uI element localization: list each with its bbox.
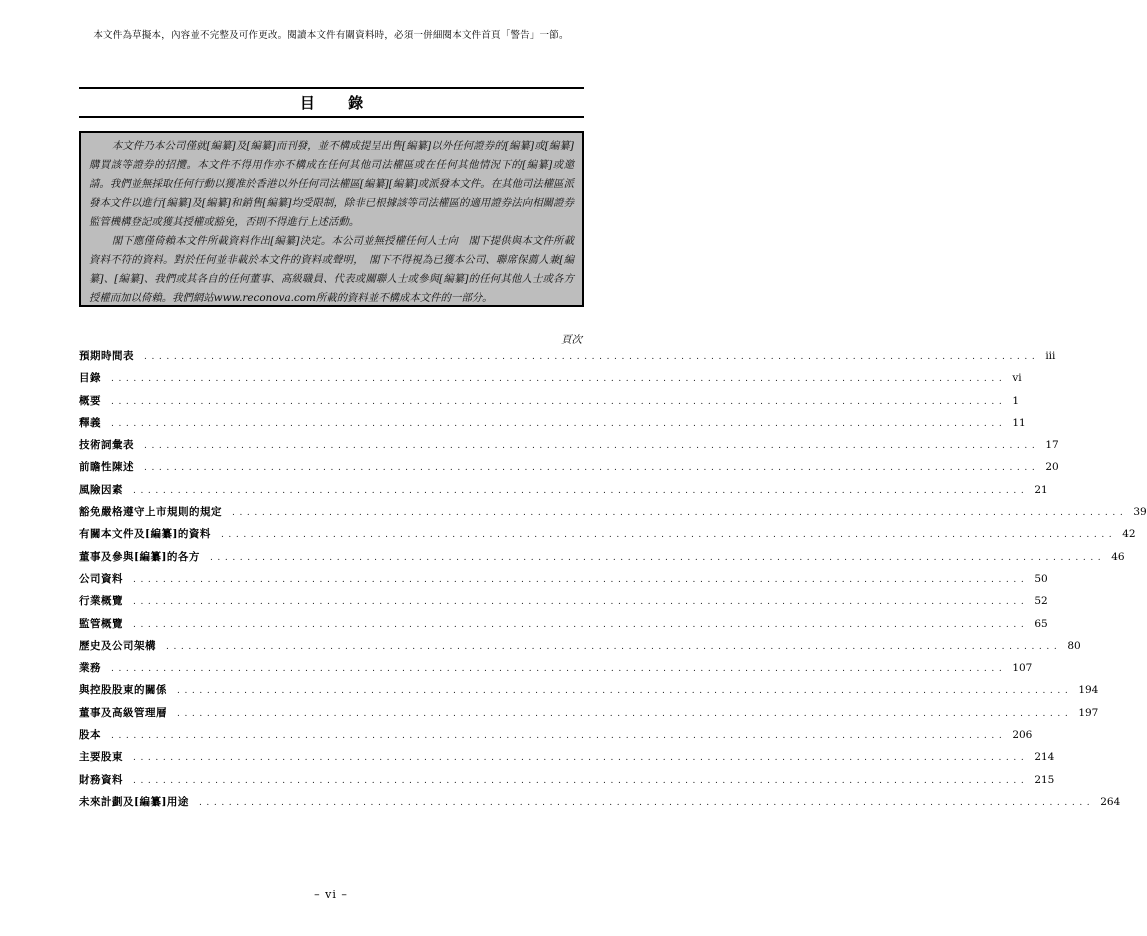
dot-leader: ........................................................................................................................	[232, 508, 1128, 519]
dot-leader: ........................................................................................................................	[166, 641, 1062, 652]
toc-label: 董事及高級管理層	[79, 706, 167, 719]
toc-label: 業務	[79, 662, 101, 675]
toc-page: 42	[1122, 528, 1136, 541]
toc-page: 52	[1034, 595, 1048, 608]
dot-leader: ........................................................................................................................	[133, 753, 1029, 764]
dot-leader: ........................................................................................................................	[177, 686, 1073, 697]
dot-leader: ........................................................................................................................	[133, 574, 1029, 585]
dot-leader: ........................................................................................................................	[133, 485, 1029, 496]
toc-row[interactable]	[79, 660, 1033, 682]
toc-label: 預期時間表	[79, 350, 134, 362]
toc-row[interactable]	[79, 393, 1019, 415]
toc-page: 1	[1012, 394, 1019, 407]
toc-label: 監管概覽	[79, 617, 123, 630]
toc-page: 107	[1012, 662, 1033, 675]
toc-page: 21	[1034, 483, 1048, 496]
table-of-contents	[79, 348, 1147, 816]
page-title: 目 錄	[299, 94, 378, 112]
dot-leader: ........................................................................................................................	[133, 597, 1029, 608]
toc-label: 歷史及公司架構	[79, 639, 156, 652]
toc-page: 206	[1012, 729, 1033, 742]
toc-label: 行業概覽	[79, 595, 123, 608]
toc-row[interactable]	[79, 749, 1055, 771]
dot-leader: ........................................................................................................................	[198, 797, 1095, 808]
toc-page: 50	[1034, 572, 1048, 585]
toc-page: 194	[1078, 684, 1099, 697]
toc-page: 39	[1133, 506, 1147, 519]
toc-row[interactable]	[79, 459, 1059, 481]
toc-row[interactable]	[79, 348, 1056, 370]
toc-row[interactable]	[79, 415, 1026, 437]
toc-row[interactable]	[79, 370, 1022, 392]
dot-leader: ........................................................................................................................	[133, 619, 1029, 630]
toc-label: 與控股股東的關係	[79, 684, 167, 697]
toc-label: 主要股東	[79, 751, 123, 764]
toc-label: 股本	[79, 729, 101, 742]
toc-page: 17	[1045, 439, 1059, 452]
toc-label: 公司資料	[79, 572, 123, 585]
toc-row[interactable]	[79, 727, 1033, 749]
toc-row[interactable]	[79, 571, 1048, 593]
toc-label: 有關本文件及[編纂]的資料	[79, 528, 211, 541]
dot-leader: ........................................................................................................................	[111, 418, 1007, 429]
toc-label: 釋義	[79, 416, 101, 429]
draft-notice-header: 本文件為草擬本，內容並不完整及可作更改。閱讀本文件有關資料時，必須一併細閱本文件首頁「警告」一節。	[93, 30, 569, 41]
toc-label: 目錄	[79, 372, 101, 385]
dot-leader: ........................................................................................................................	[209, 552, 1106, 563]
dot-leader: ........................................................................................................................	[111, 374, 1007, 385]
toc-row[interactable]	[79, 549, 1125, 571]
dot-leader: ........................................................................................................................	[111, 731, 1007, 742]
toc-row[interactable]	[79, 437, 1059, 459]
toc-page: iii	[1045, 350, 1056, 362]
toc-row[interactable]	[79, 682, 1099, 704]
toc-label: 董事及參與[編纂]的各方	[79, 550, 200, 563]
toc-row[interactable]	[79, 593, 1048, 615]
toc-row[interactable]	[79, 526, 1136, 548]
toc-page: 80	[1067, 639, 1081, 652]
dot-leader: ........................................................................................................................	[144, 441, 1040, 452]
toc-label: 豁免嚴格遵守上市規則的規定	[79, 506, 222, 519]
toc-row[interactable]	[79, 772, 1055, 794]
dot-leader: ........................................................................................................................	[133, 775, 1029, 786]
dot-leader: ........................................................................................................................	[144, 352, 1040, 362]
toc-label: 風險因素	[79, 483, 123, 496]
toc-page: 214	[1034, 751, 1055, 764]
toc-row[interactable]	[79, 616, 1048, 638]
title-bar	[79, 87, 584, 118]
dot-leader: ........................................................................................................................	[220, 530, 1117, 541]
disclaimer-box	[79, 131, 584, 307]
toc-page: 197	[1078, 706, 1099, 719]
toc-label: 未來計劃及[編纂]用途	[79, 795, 189, 808]
toc-label: 概要	[79, 394, 101, 407]
toc-row[interactable]	[79, 638, 1081, 660]
toc-row[interactable]	[79, 504, 1147, 526]
toc-row[interactable]	[79, 705, 1099, 727]
toc-row[interactable]	[79, 794, 1121, 816]
toc-label: 前瞻性陳述	[79, 461, 134, 474]
disclaimer-paragraph-1: 本文件乃本公司僅就[編纂]及[編纂]而刊發，並不構成提呈出售[編纂]以外任何證券的[編纂]或[編纂]購買該等證券的招攬。本文件不得用作亦不構成在任何其他司法權區或在任何其他情況下的[編纂]或邀請。我們並無採取任何行動以獲准於香港以外任何司法權區[編纂][編纂]或派發本文件。在其他司法權區派發本文件以進行[編纂]及[編纂]和銷售[編纂]均受限制，除非已根據該等司法權區的適用證券法向相關證券監管機構登記或獲其授權或豁免，否則不得進行上述活動。	[89, 140, 574, 228]
toc-page: vi	[1012, 372, 1022, 385]
toc-page: 46	[1111, 550, 1125, 563]
dot-leader: ........................................................................................................................	[111, 396, 1007, 407]
disclaimer-paragraph-2: 閣下應僅倚賴本文件所載資料作出[編纂]決定。本公司並無授權任何人士向 閣下提供與本文件所載資料不符的資料。對於任何並非載於本文件的資料或聲明， 閣下不得視為已獲本公司、聯席保薦人兼[編纂]、[編纂]、我們或其各自的任何董事、高級職員、代表或關聯人士或參與[編纂]的任何其他人士或各方授權而加以倚賴。我們網站www.reconova.com所載的資料並不構成本文件的一部分。	[89, 235, 574, 304]
toc-label: 財務資料	[79, 773, 123, 786]
toc-row[interactable]	[79, 482, 1048, 504]
toc-page: 20	[1045, 461, 1059, 474]
dot-leader: ........................................................................................................................	[177, 708, 1073, 719]
dot-leader: ........................................................................................................................	[111, 664, 1007, 675]
page-number-footer: – vi –	[314, 888, 348, 901]
pages-column-heading: 頁次	[561, 334, 582, 346]
dot-leader: ........................................................................................................................	[144, 463, 1040, 474]
toc-page: 11	[1012, 416, 1026, 429]
toc-page: 65	[1034, 617, 1048, 630]
toc-label: 技術詞彙表	[79, 439, 134, 452]
toc-page: 264	[1100, 795, 1121, 808]
toc-page: 215	[1034, 773, 1055, 786]
